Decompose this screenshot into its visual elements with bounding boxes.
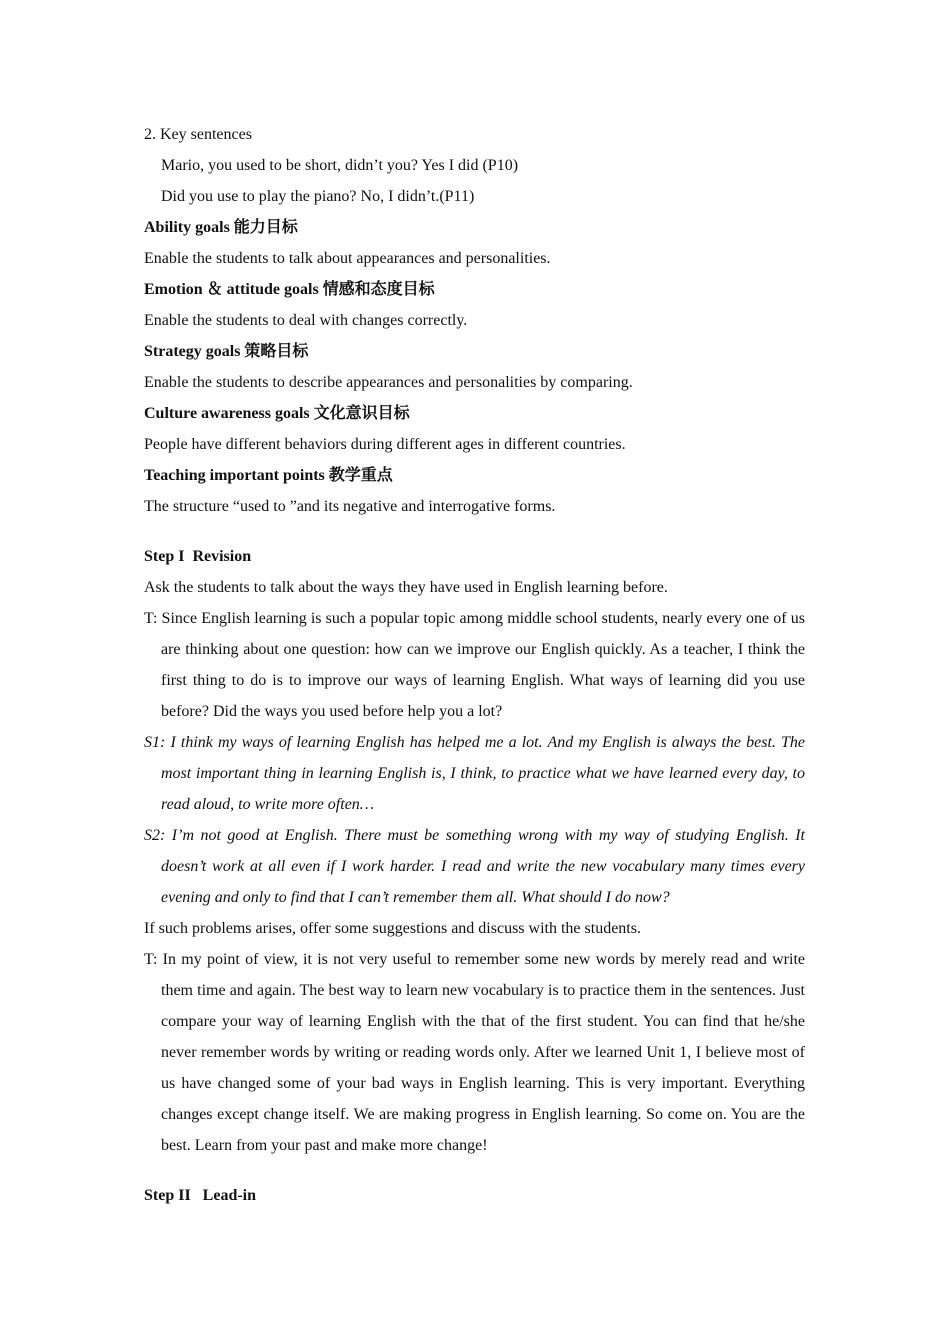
key-sentence-1: Mario, you used to be short, didn’t you? Yes I did (P10): [161, 157, 519, 174]
ability-goals-heading: Ability goals 能力目标: [144, 219, 298, 236]
key-sentence-2: Did you use to play the piano? No, I didn’t.(P11): [161, 188, 475, 205]
step1-note: If such problems arises, offer some suggestions and discuss with the students.: [144, 920, 641, 937]
step1-intro: Ask the students to talk about the ways they have used in English learning before.: [144, 579, 668, 596]
important-points-heading: Teaching important points 教学重点: [144, 467, 393, 484]
strategy-goals-heading: Strategy goals 策略目标: [144, 343, 309, 360]
section-spacer: [144, 522, 805, 541]
culture-goals-heading: Culture awareness goals 文化意识目标: [144, 405, 410, 422]
document-body: [144, 119, 805, 1211]
student-dialogue-2: S2: I’m not good at English. There must be something wrong with my way of studying English. It doesn’t work at all even if I work harder. I read and write the new vocabulary many times every evening and only to find that I can’t remember them all. What should I do now?: [144, 827, 805, 906]
step1-heading: Step I Revision: [144, 548, 252, 565]
teacher-dialogue-2: T: In my point of view, it is not very useful to remember some new words by merely read and write them time and again. The best way to learn new vocabulary is to practice them in the sentences. Just compare your way of learning English with the that of the first student. You can find that he/she never remember words by writing or reading words only. After we learned Unit 1, I believe most of us have changed some of your bad ways in English learning. This is very important. Everything changes except change itself. We are making progress in English learning. So come on. You are the best. Learn from your past and make more change!: [144, 951, 805, 1154]
key-sentences-heading: 2. Key sentences: [144, 126, 252, 143]
emotion-goals-heading: Emotion ＆ attitude goals 情感和态度目标: [144, 281, 435, 298]
ability-goals-text: Enable the students to talk about appearances and personalities.: [144, 250, 551, 267]
step2-heading: Step II Lead-in: [144, 1187, 257, 1204]
strategy-goals-text: Enable the students to describe appearances and personalities by comparing.: [144, 374, 633, 391]
important-points-text: The structure “used to ”and its negative and interrogative forms.: [144, 498, 556, 515]
culture-goals-text: People have different behaviors during different ages in different countries.: [144, 436, 626, 453]
student-dialogue-1: S1: I think my ways of learning English has helped me a lot. And my English is always the best. The most important thing in learning English is, I think, to practice what we have learned every day, to read aloud, to write more often…: [144, 734, 805, 813]
section-spacer: [144, 1161, 805, 1180]
emotion-goals-text: Enable the students to deal with changes correctly.: [144, 312, 468, 329]
teacher-dialogue-1: T: Since English learning is such a popular topic among middle school students, nearly every one of us are thinking about one question: how can we improve our English quickly. As a teacher, I think the first thing to do is to improve our ways of learning English. What ways of learning did you use before? Did the ways you used before help you a lot?: [144, 610, 805, 720]
